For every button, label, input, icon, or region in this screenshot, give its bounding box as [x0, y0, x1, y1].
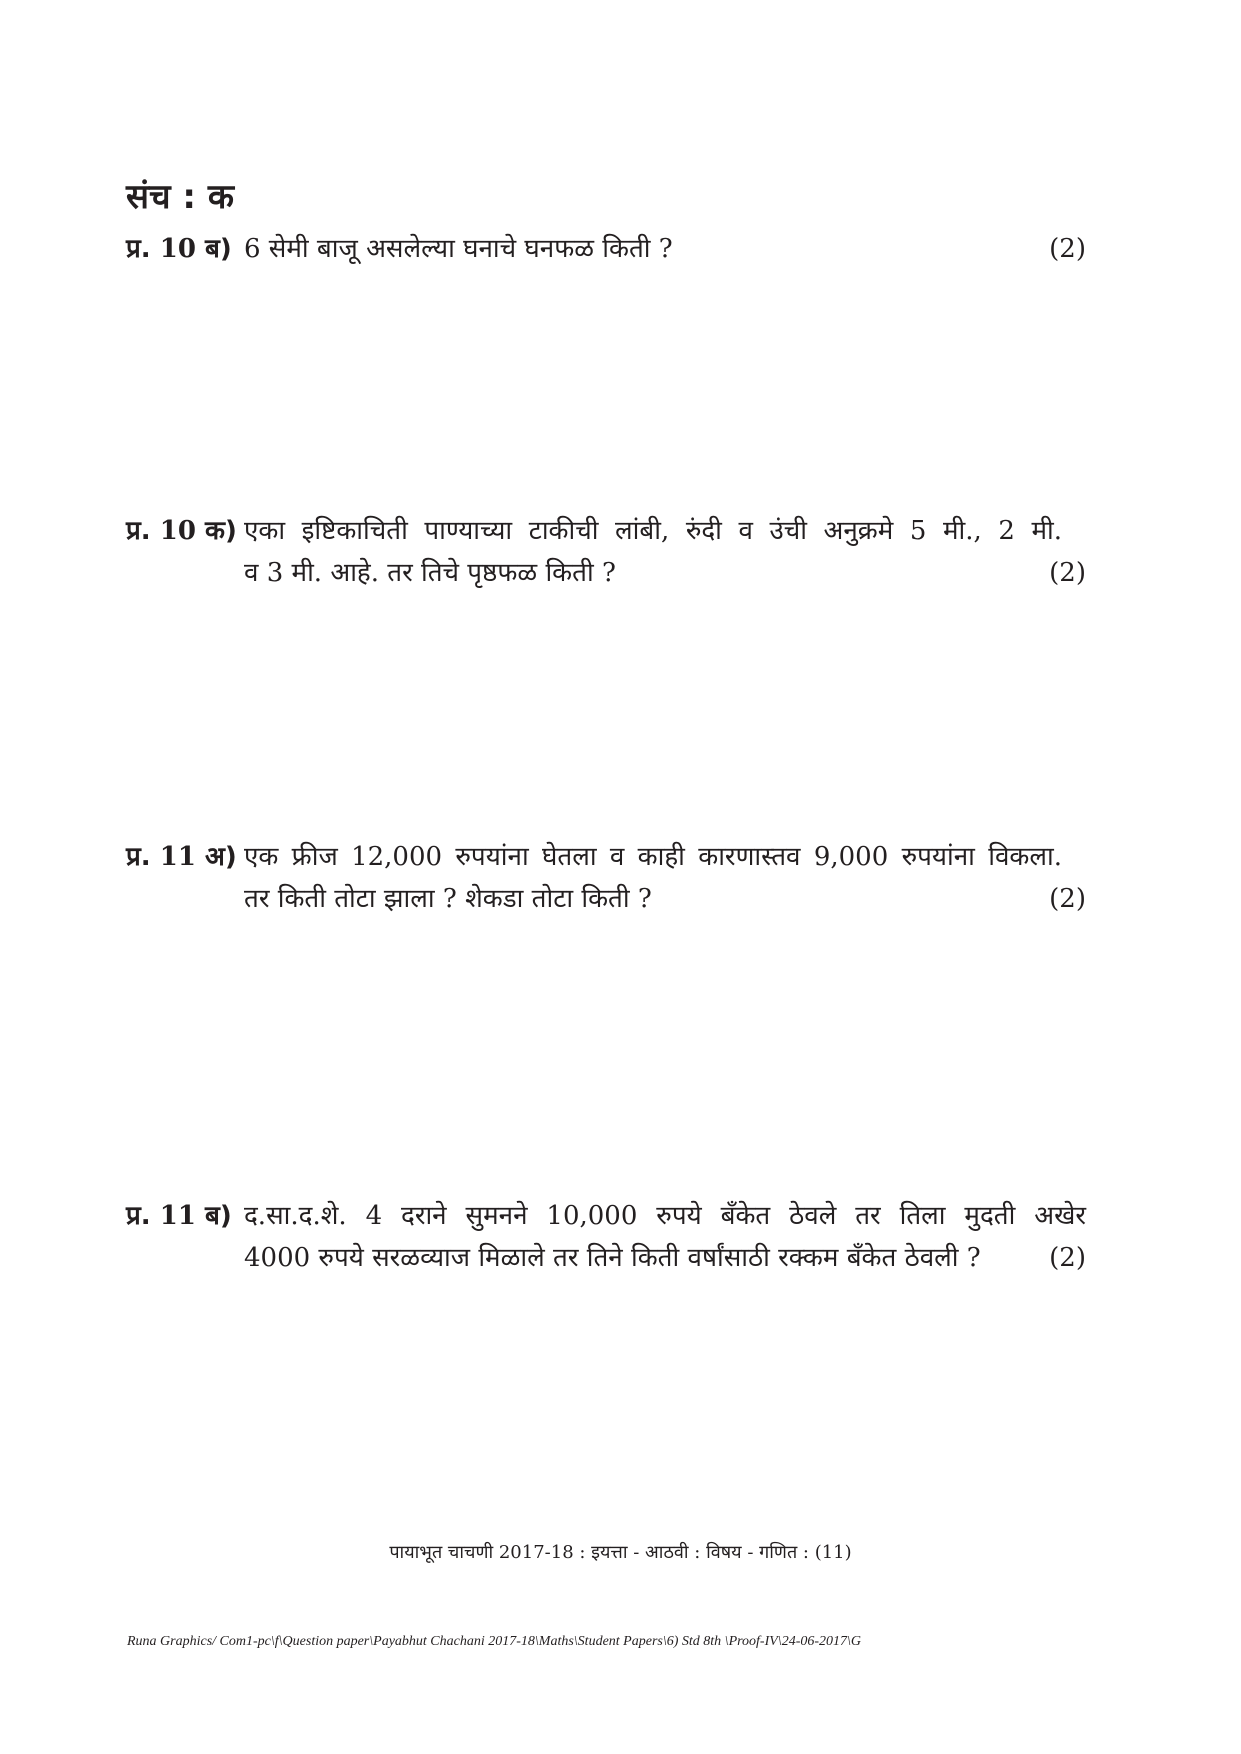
file-path-note: Runa Graphics/ Com1-pc\f\Question paper\Payabhut Chachani 2017-18\Maths\Student Papers\6) Std 8th \Proof-IV\24-06-2017\G — [127, 1634, 862, 1649]
question-text: तर किती तोटा झाला ? शेकडा तोटा किती ? — [244, 884, 652, 914]
question-line — [126, 228, 1086, 270]
question-text: द.सा.द.शे. 4 दराने सुमनने 10,000 रुपये बँकेत ठेवले तर तिला मुदती अखेर — [244, 1201, 1086, 1231]
question-marks: (2) — [1049, 1243, 1086, 1273]
question-line — [126, 878, 1086, 920]
question-line — [126, 552, 1086, 594]
question-11a — [126, 836, 1086, 920]
question-text: एक फ्रीज 12,000 रुपयांना घेतला व काही कारणास्तव 9,000 रुपयांना विकला. — [244, 842, 1062, 872]
question-text: 4000 रुपये सरळव्याज मिळाले तर तिने किती वर्षांसाठी रक्कम बँकेत ठेवली ? — [244, 1243, 981, 1273]
question-text: व 3 मी. आहे. तर तिचे पृष्ठफळ किती ? — [244, 558, 616, 588]
question-11b — [126, 1195, 1086, 1279]
question-line — [126, 836, 1086, 878]
question-10k — [126, 510, 1086, 594]
page-footer: पायाभूत चाचणी 2017-18 : इयत्ता - आठवी : विषय - गणित : (11) — [389, 1542, 852, 1563]
question-label: प्र. 11 ब) — [126, 1201, 232, 1231]
question-text: 6 सेमी बाजू असलेल्या घनाचे घनफळ किती ? — [244, 234, 673, 264]
question-line — [126, 1195, 1086, 1237]
question-label: प्र. 10 ब) — [126, 234, 232, 264]
question-label: प्र. 10 क) — [126, 516, 237, 546]
set-heading: संच : क — [126, 177, 234, 217]
question-line — [126, 510, 1086, 552]
question-text: एका इष्टिकाचिती पाण्याच्या टाकीची लांबी, रुंदी व उंची अनुक्रमे 5 मी., 2 मी. — [244, 516, 1062, 546]
question-label: प्र. 11 अ) — [126, 842, 237, 872]
question-marks: (2) — [1049, 558, 1086, 588]
question-line — [126, 1237, 1086, 1279]
question-marks: (2) — [1049, 884, 1086, 914]
question-10b — [126, 228, 1086, 270]
question-marks: (2) — [1049, 234, 1086, 264]
